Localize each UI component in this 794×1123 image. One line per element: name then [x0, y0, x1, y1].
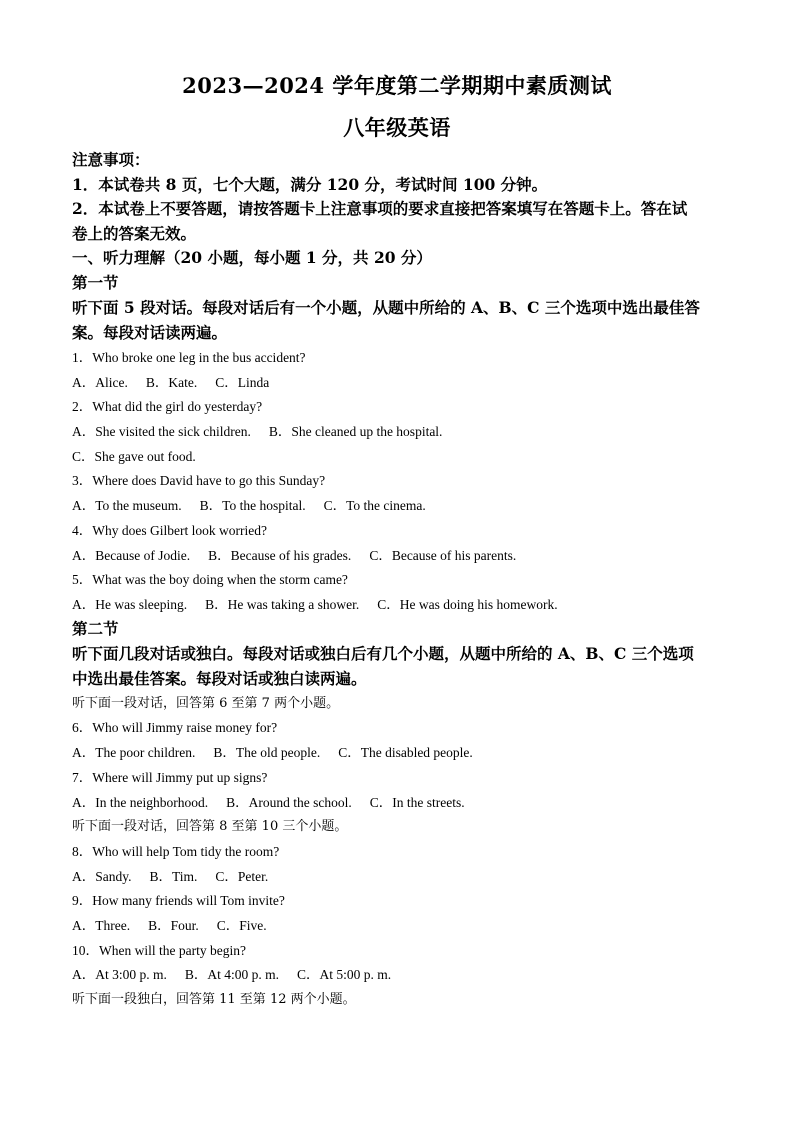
question-3: 3．Where does David have to go this Sunday? [72, 473, 326, 488]
monologue-1-instruction: 听下面一段独白，回答第 11 至第 12 两个小题。 [72, 992, 356, 1007]
option-c: C．The disabled people. [338, 745, 473, 760]
option-a: A．At 3:00 p. m. [72, 967, 167, 982]
question-9-options [72, 914, 722, 934]
note-item-2: 2．本试卷上不要答题，请按答题卡上注意事项的要求直接把答案填写在答题卡上。答在试 [72, 199, 688, 218]
option-a: A．To the museum. [72, 498, 182, 513]
option-b: B．Kate. [145, 375, 198, 390]
option-a: A．The poor children. [72, 745, 196, 760]
question-2: 2．What did the girl do yesterday? [72, 399, 263, 414]
option-a: A．In the neighborhood. [72, 795, 209, 810]
section2-instructions: 听下面几段对话或独白。每段对话或独白后有几个小题，从题中所给的 A、B、C 三个选项 [72, 644, 694, 663]
question-5: 5．What was the boy doing when the storm came? [72, 572, 348, 587]
question-8: 8．Who will help Tom tidy the room? [72, 844, 280, 859]
section2-heading: 第二节 [72, 619, 119, 638]
dialog-1-instruction: 听下面一段对话，回答第 6 至第 7 两个小题。 [72, 696, 340, 711]
option-b: B．Four. [148, 918, 199, 933]
option-b: B．He was taking a shower. [205, 597, 360, 612]
dialog-2-instruction: 听下面一段对话，回答第 8 至第 10 三个小题。 [72, 819, 348, 834]
option-c: C．Five. [216, 918, 267, 933]
option-b: B．The old people. [213, 745, 321, 760]
question-2-option-c: C．She gave out food. [72, 449, 196, 464]
question-7-options [72, 791, 722, 811]
option-b: B．Around the school. [226, 795, 352, 810]
question-10: 10．When will the party begin? [72, 943, 246, 958]
question-7: 7．Where will Jimmy put up signs? [72, 770, 268, 785]
option-b: B．She cleaned up the hospital. [268, 424, 443, 439]
question-6-options [72, 741, 722, 761]
note-item-2-cont: 卷上的答案无效。 [72, 224, 197, 243]
option-b: B．Tim. [149, 869, 198, 884]
option-c: C．In the streets. [369, 795, 465, 810]
question-2-options [72, 420, 722, 440]
option-a: A．Because of Jodie. [72, 548, 191, 563]
option-c: C．Peter. [215, 869, 269, 884]
note-item-1: 1．本试卷共 8 页，七个大题，满分 120 分，考试时间 100 分钟。 [72, 175, 548, 194]
question-3-options [72, 494, 722, 514]
option-a: A．Three. [72, 918, 131, 933]
question-10-options [72, 963, 722, 983]
section1-heading: 第一节 [72, 273, 119, 292]
part1-heading: 一、听力理解（20 小题，每小题 1 分，共 20 分） [72, 248, 432, 267]
notes-heading: 注意事项： [72, 150, 150, 169]
question-5-options [72, 593, 722, 613]
option-a: A．She visited the sick children. [72, 424, 251, 439]
option-b: B．To the hospital. [199, 498, 306, 513]
option-a: A．Alice. [72, 375, 128, 390]
option-c: C．To the cinema. [323, 498, 426, 513]
option-c: C．Because of his parents. [369, 548, 517, 563]
option-c: C．At 5:00 p. m. [297, 967, 392, 982]
question-9: 9．How many friends will Tom invite? [72, 893, 285, 908]
question-4-options [72, 544, 722, 564]
section1-instructions-cont: 案。每段对话读两遍。 [72, 323, 228, 342]
exam-title: 2023—2024 学年度第二学期期中素质测试 [182, 73, 612, 98]
question-1: 1．Who broke one leg in the bus accident? [72, 350, 306, 365]
option-b: B．Because of his grades. [208, 548, 352, 563]
question-4: 4．Why does Gilbert look worried? [72, 523, 267, 538]
question-1-options [72, 371, 722, 391]
section2-instructions-cont: 中选出最佳答案。每段对话或独白读两遍。 [72, 669, 367, 688]
section1-instructions: 听下面 5 段对话。每段对话后有一个小题，从题中所给的 A、B、C 三个选项中选出最佳答 [72, 298, 700, 317]
question-8-options [72, 865, 722, 885]
option-c: C．He was doing his homework. [377, 597, 558, 612]
exam-subtitle: 八年级英语 [343, 115, 451, 140]
option-a: A．Sandy. [72, 869, 132, 884]
option-c: C．Linda [215, 375, 270, 390]
option-b: B．At 4:00 p. m. [184, 967, 280, 982]
option-a: A．He was sleeping. [72, 597, 188, 612]
question-6: 6．Who will Jimmy raise money for? [72, 720, 278, 735]
